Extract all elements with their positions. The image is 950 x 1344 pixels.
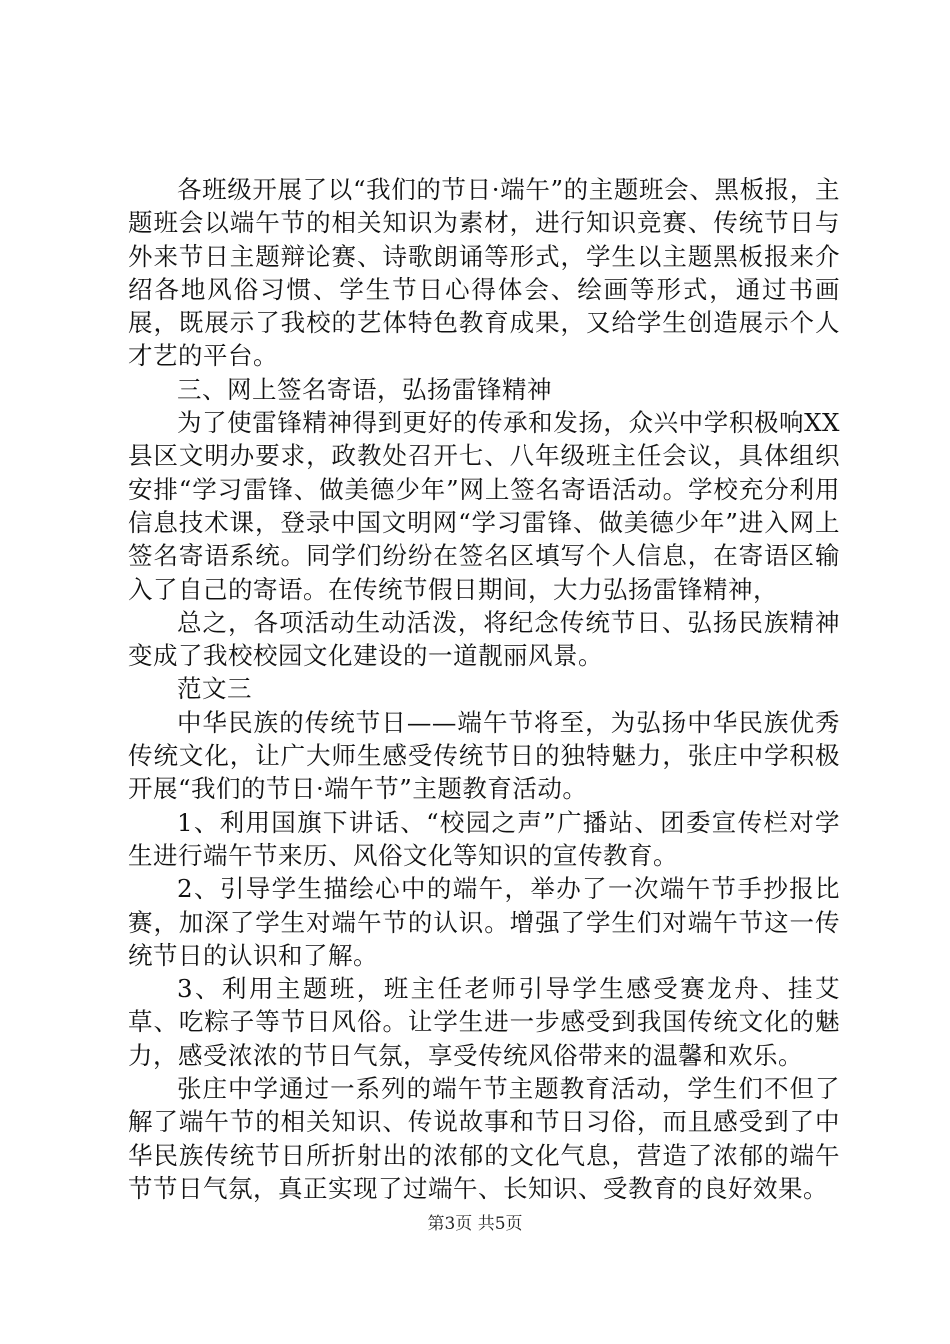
paragraph-lei-feng-spirit: 为了使雷锋精神得到更好的传承和发扬，众兴中学积极响XX县区文明办要求，政教处召开七、八年级班主任会议，具体组织安排“学习雷锋、做美德少年”网上签名寄语活动。学校充分利用信息技术课，登录中国文明网“学习雷锋、做美德少年”进入网上签名寄语系统。同学们纷纷在签名区填写个人信息，在寄语区输入了自己的寄语。在传统节假日期间，大力弘扬雷锋精神， bbox=[128, 408, 840, 604]
paragraph-item-3: 3、利用主题班，班主任老师引导学生感受赛龙舟、挂艾草、吃粽子等节日风俗。让学生进一步感受到我国传统文化的魅力，感受浓浓的节日气氛，享受传统风俗带来的温馨和欢乐。 bbox=[128, 974, 840, 1070]
section-heading-online-signature: 三、网上签名寄语，弘扬雷锋精神 bbox=[177, 374, 552, 404]
paragraph-item-1: 1、利用国旗下讲话、“校园之声”广播站、团委宣传栏对学生进行端午节来历、风俗文化等知识的宣传教育。 bbox=[128, 807, 840, 870]
paragraph-summary: 总之，各项活动生动活泼，将纪念传统节日、弘扬民族精神变成了我校校园文化建设的一道靓丽风景。 bbox=[128, 607, 840, 671]
page-number-label: 第3页 共5页 bbox=[427, 1214, 523, 1234]
paragraph-item-2: 2、引导学生描绘心中的端午，举办了一次端午节手抄报比赛，加深了学生对端午节的认识。增强了学生们对端午节这一传统节日的认识和了解。 bbox=[128, 874, 840, 970]
paragraph-class-activities: 各班级开展了以“我们的节日·端午”的主题班会、黑板报，主题班会以端午节的相关知识为素材，进行知识竞赛、传统节日与外来节日主题辩论赛、诗歌朗诵等形式，学生以主题黑板报来介绍各地风俗习惯、学生节日心得体会、绘画等形式，通过书画展，既展示了我校的艺体特色教育成果，又给学生创造展示个人才艺的平台。 bbox=[128, 175, 840, 371]
page-footer bbox=[0, 1213, 950, 1235]
paragraph-dragon-boat-intro: 中华民族的传统节日——端午节将至，为弘扬中华民族优秀传统文化，让广大师生感受传统节日的独特魅力，张庄中学积极开展“我们的节日·端午节”主题教育活动。 bbox=[128, 707, 840, 804]
document-body bbox=[128, 173, 840, 1205]
paragraph-conclusion: 张庄中学通过一系列的端午节主题教育活动，学生们不但了解了端午节的相关知识、传说故事和节日习俗，而且感受到了中华民族传统节日所折射出的浓郁的文化气息，营造了浓郁的端午节节日气氛，真正实现了过端午、长知识、受教育的良好效果。 bbox=[128, 1074, 840, 1203]
section-heading-sample-three: 范文三 bbox=[177, 674, 252, 704]
